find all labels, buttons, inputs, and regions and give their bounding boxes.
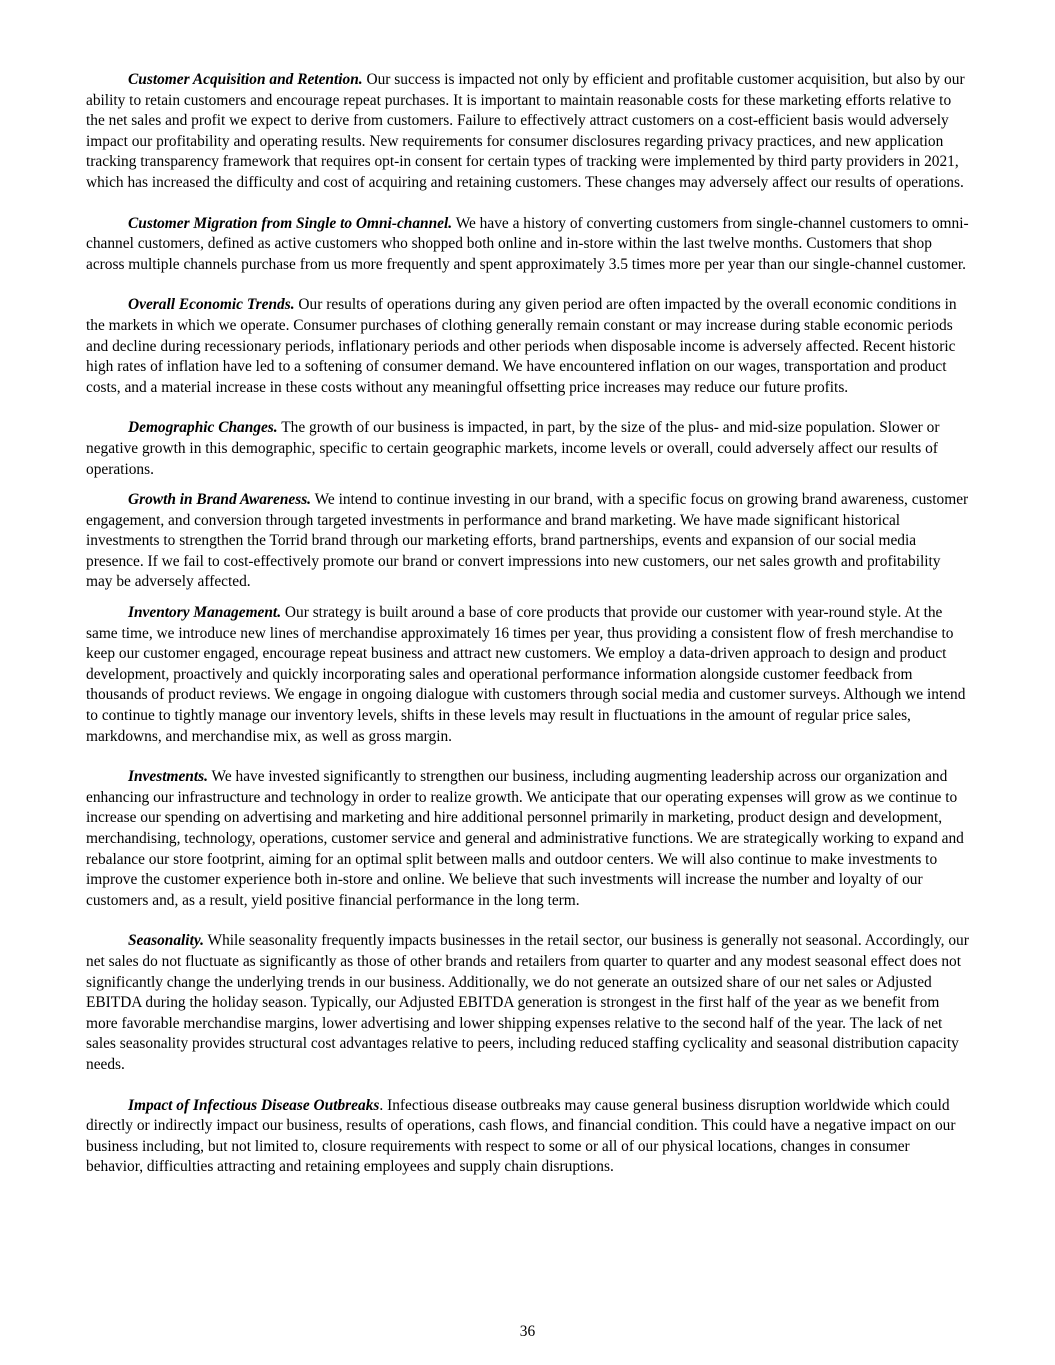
paragraph-heading: Overall Economic Trends. [128, 296, 295, 314]
paragraph-customer-migration [86, 214, 970, 276]
paragraph-heading: Customer Migration from Single to Omni-channel. [128, 214, 453, 232]
paragraph-inventory-management [86, 603, 970, 747]
paragraph-seasonality [86, 931, 970, 1075]
paragraph-body: We have invested significantly to strengthen our business, including augmenting leadership across our organization and enhancing our infrastructure and technology in order to realize growth. We anticipate that our operating expenses will grow as we continue to increase our spending on advertising and marketing and hire additional personnel primarily in marketing, product design and development, merchandising, technology, operations, customer service and general and administrative functions. We are strategically working to expand and rebalance our store footprint, aiming for an optimal split between malls and outdoor centers. We will also continue to make investments to improve the customer experience both in-store and online. We believe that such investments will increase the number and loyalty of our customers and, as a result, yield positive financial performance in the long term. [86, 768, 964, 909]
paragraph-infectious-disease [86, 1096, 970, 1178]
paragraph-investments [86, 767, 970, 911]
paragraph-economic-trends [86, 295, 970, 398]
paragraph-heading: Impact of Infectious Disease Outbreaks [128, 1096, 380, 1114]
paragraph-body: We have a history of converting customers from single-channel customers to omni-channel customers, defined as active customers who shopped both online and in-store within the last twelve months. Customers that shop across multiple channels purchase from us more frequently and spent approximately 3.5 times more per year than our single-channel customer. [86, 214, 969, 273]
document-page [86, 70, 970, 1178]
paragraph-heading: Growth in Brand Awareness. [128, 491, 312, 509]
paragraph-heading: Inventory Management. [128, 604, 282, 622]
paragraph-body: . Infectious disease outbreaks may cause general business disruption worldwide which could directly or indirectly impact our business, results of operations, cash flows, and financial condition. This could have a negative impact on our business including, but not limited to, closure requirements with respect to some or all of our physical locations, changes in consumer behavior, difficulties attracting and retaining employees and supply chain disruptions. [86, 1096, 956, 1176]
paragraph-heading: Seasonality. [128, 932, 204, 950]
paragraph-customer-acquisition [86, 70, 970, 194]
paragraph-body: While seasonality frequently impacts businesses in the retail sector, our business is generally not seasonal. Accordingly, our net sales do not fluctuate as significantly as those of other brands and retailers from quarter to quarter and any modest seasonal effect does not significantly change the underlying trends in our business. Additionally, we do not generate an outsized share of our net sales or Adjusted EBITDA during the holiday season. Typically, our Adjusted EBITDA generation is strongest in the first half of the year as we benefit from more favorable merchandise margins, lower advertising and lower shipping expenses relative to the second half of the year. The lack of net sales seasonality provides structural cost advantages relative to peers, including reduced staffing cyclicality and seasonal distribution capacity needs. [86, 932, 969, 1073]
page-number: 36 [519, 1323, 536, 1340]
paragraph-demographic-changes [86, 418, 970, 480]
paragraph-body: We intend to continue investing in our brand, with a specific focus on growing brand awareness, customer engagement, and conversion through targeted investments in performance and brand marketing. We have made significant historical investments to strengthen the Torrid brand through our marketing efforts, brand partnerships, events and expansion of our social media presence. If we fail to cost-effectively promote our brand or convert impressions into new customers, our net sales growth and profitability may be adversely affected. [86, 491, 969, 591]
paragraph-body: Our success is impacted not only by efficient and profitable customer acquisition, but also by our ability to retain customers and encourage repeat purchases. It is important to maintain reasonable costs for these marketing efforts relative to the net sales and profit we expect to derive from customers. Failure to effectively attract customers on a cost-efficient basis would adversely impact our profitability and operating results. New requirements for consumer disclosures regarding privacy practices, and new application tracking transparency framework that requires opt-in consent for certain types of tracking were implemented by third party providers in 2021, which has increased the difficulty and cost of acquiring and retaining customers. These changes may adversely affect our results of operations. [86, 71, 965, 191]
paragraph-brand-awareness [86, 490, 970, 593]
paragraph-body: Our results of operations during any given period are often impacted by the overall economic conditions in the markets in which we operate. Consumer purchases of clothing generally remain constant or may increase during stable economic periods and decline during recessionary periods, inflationary periods and other periods when disposable income is adversely affected. Recent historic high rates of inflation have led to a softening of consumer demand. We have encountered inflation on our wages, transportation and product costs, and a material increase in these costs without any meaningful offsetting price increases may reduce our future profits. [86, 296, 957, 396]
paragraph-heading: Demographic Changes. [128, 419, 278, 437]
paragraph-heading: Investments. [128, 768, 208, 786]
paragraph-body: The growth of our business is impacted, in part, by the size of the plus- and mid-size population. Slower or negative growth in this demographic, specific to certain geographic markets, income levels or overall, could adversely affect our results of operations. [86, 419, 940, 478]
paragraph-body: Our strategy is built around a base of core products that provide our customer with year-round style. At the same time, we introduce new lines of merchandise approximately 16 times per year, thus providing a consistent flow of fresh merchandise to keep our customer engaged, encourage repeat business and attract new customers. We employ a data-driven approach to design and product development, proactively and quickly incorporating sales and operational performance information alongside customer feedback from thousands of product reviews. We engage in ongoing dialogue with customers through social media and customer surveys. Although we intend to continue to tightly manage our inventory levels, shifts in these levels may result in fluctuations in the amount of regular price sales, markdowns, and merchandise mix, as well as gross margin. [86, 604, 966, 745]
paragraph-heading: Customer Acquisition and Retention. [128, 71, 363, 88]
